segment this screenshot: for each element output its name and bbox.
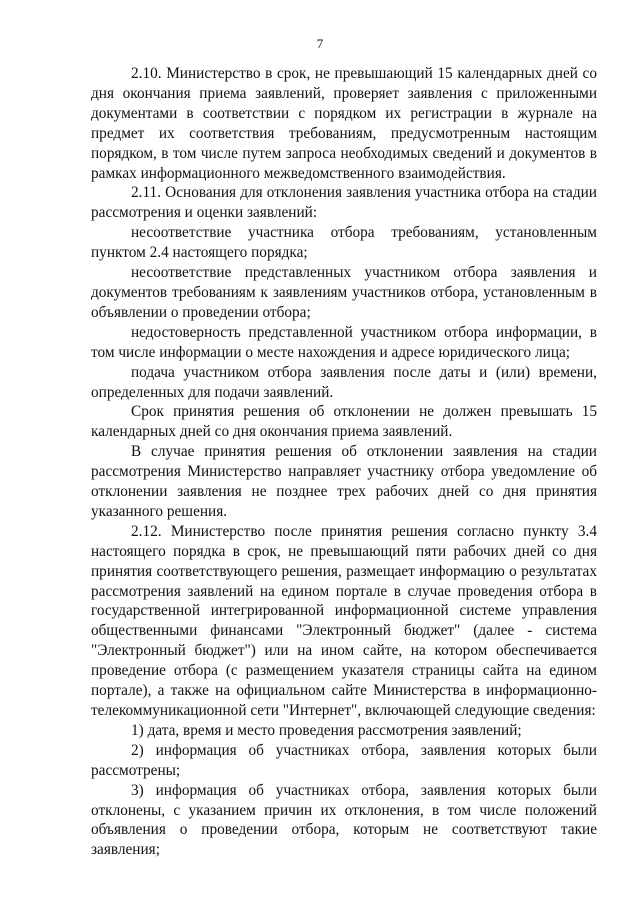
list-item-3: 3) информация об участниках отбора, заявления которых были отклонены, с указанием причин их отклонения, в том числе положений объявления о проведении отбора, которым не соответствуют такие заявления; <box>91 781 597 859</box>
paragraph-decision-term: Срок принятия решения об отклонении не должен превышать 15 календарных дней со дня окончания приема заявлений. <box>91 403 597 441</box>
paragraph-reason-3: недостоверность представленной участником отбора информации, в том числе информации о месте нахождения и адресе юридического лица; <box>91 323 597 361</box>
paragraph-2-11: 2.11. Основания для отклонения заявления участника отбора на стадии рассмотрения и оценки заявлений: <box>91 184 597 222</box>
paragraph-notification: В случае принятия решения об отклонении заявления на стадии рассмотрения Министерство направляет участнику отбора уведомление об отклонении заявления не позднее трех рабочих дней со дня принятия указанного решения. <box>91 443 597 520</box>
paragraph-reason-4: подача участником отбора заявления после даты и (или) времени, определенных для подачи заявлений. <box>91 363 597 401</box>
paragraph-2-12: 2.12. Министерство после принятия решения согласно пункту 3.4 настоящего порядка в срок, не превышающий пяти рабочих дней со дня принятия соответствующего решения, размещает информацию о результатах рассмотрения заявлений на едином портале в случае проведения отбора в государственной интегрированной информационной системе управления общественными финансами "Электронный бюджет" (далее - система "Электронный бюджет") или на ином сайте, на котором обеспечивается проведение отбора (с размещением указателя страницы сайта на едином портале), а также на официальном сайте Министерства в информационно-телекоммуникационной сети "Интернет", включающей следующие сведения: <box>91 522 597 719</box>
page-number: 7 <box>316 36 324 51</box>
paragraph-2-10: 2.10. Министерство в срок, не превышающий 15 календарных дней со дня окончания приема заявлений, проверяет заявления с приложенными документами в соответствии с порядком их регистрации в журнале на предмет их соответствия требованиям, предусмотренным настоящим порядком, в том числе путем запроса необходимых сведений и документов в рамках информационного межведомственного взаимодействия. <box>91 65 597 182</box>
document-body <box>91 64 597 860</box>
list-item-2: 2) информация об участниках отбора, заявления которых были рассмотрены; <box>91 741 597 779</box>
list-item-1: 1) дата, время и место проведения рассмотрения заявлений; <box>131 721 522 739</box>
paragraph-reason-1: несоответствие участника отбора требованиям, установленным пунктом 2.4 настоящего порядка; <box>91 224 597 262</box>
paragraph-reason-2: несоответствие представленных участником отбора заявления и документов требованиям к заявлениям участников отбора, установленным в объявлении о проведении отбора; <box>91 264 597 321</box>
